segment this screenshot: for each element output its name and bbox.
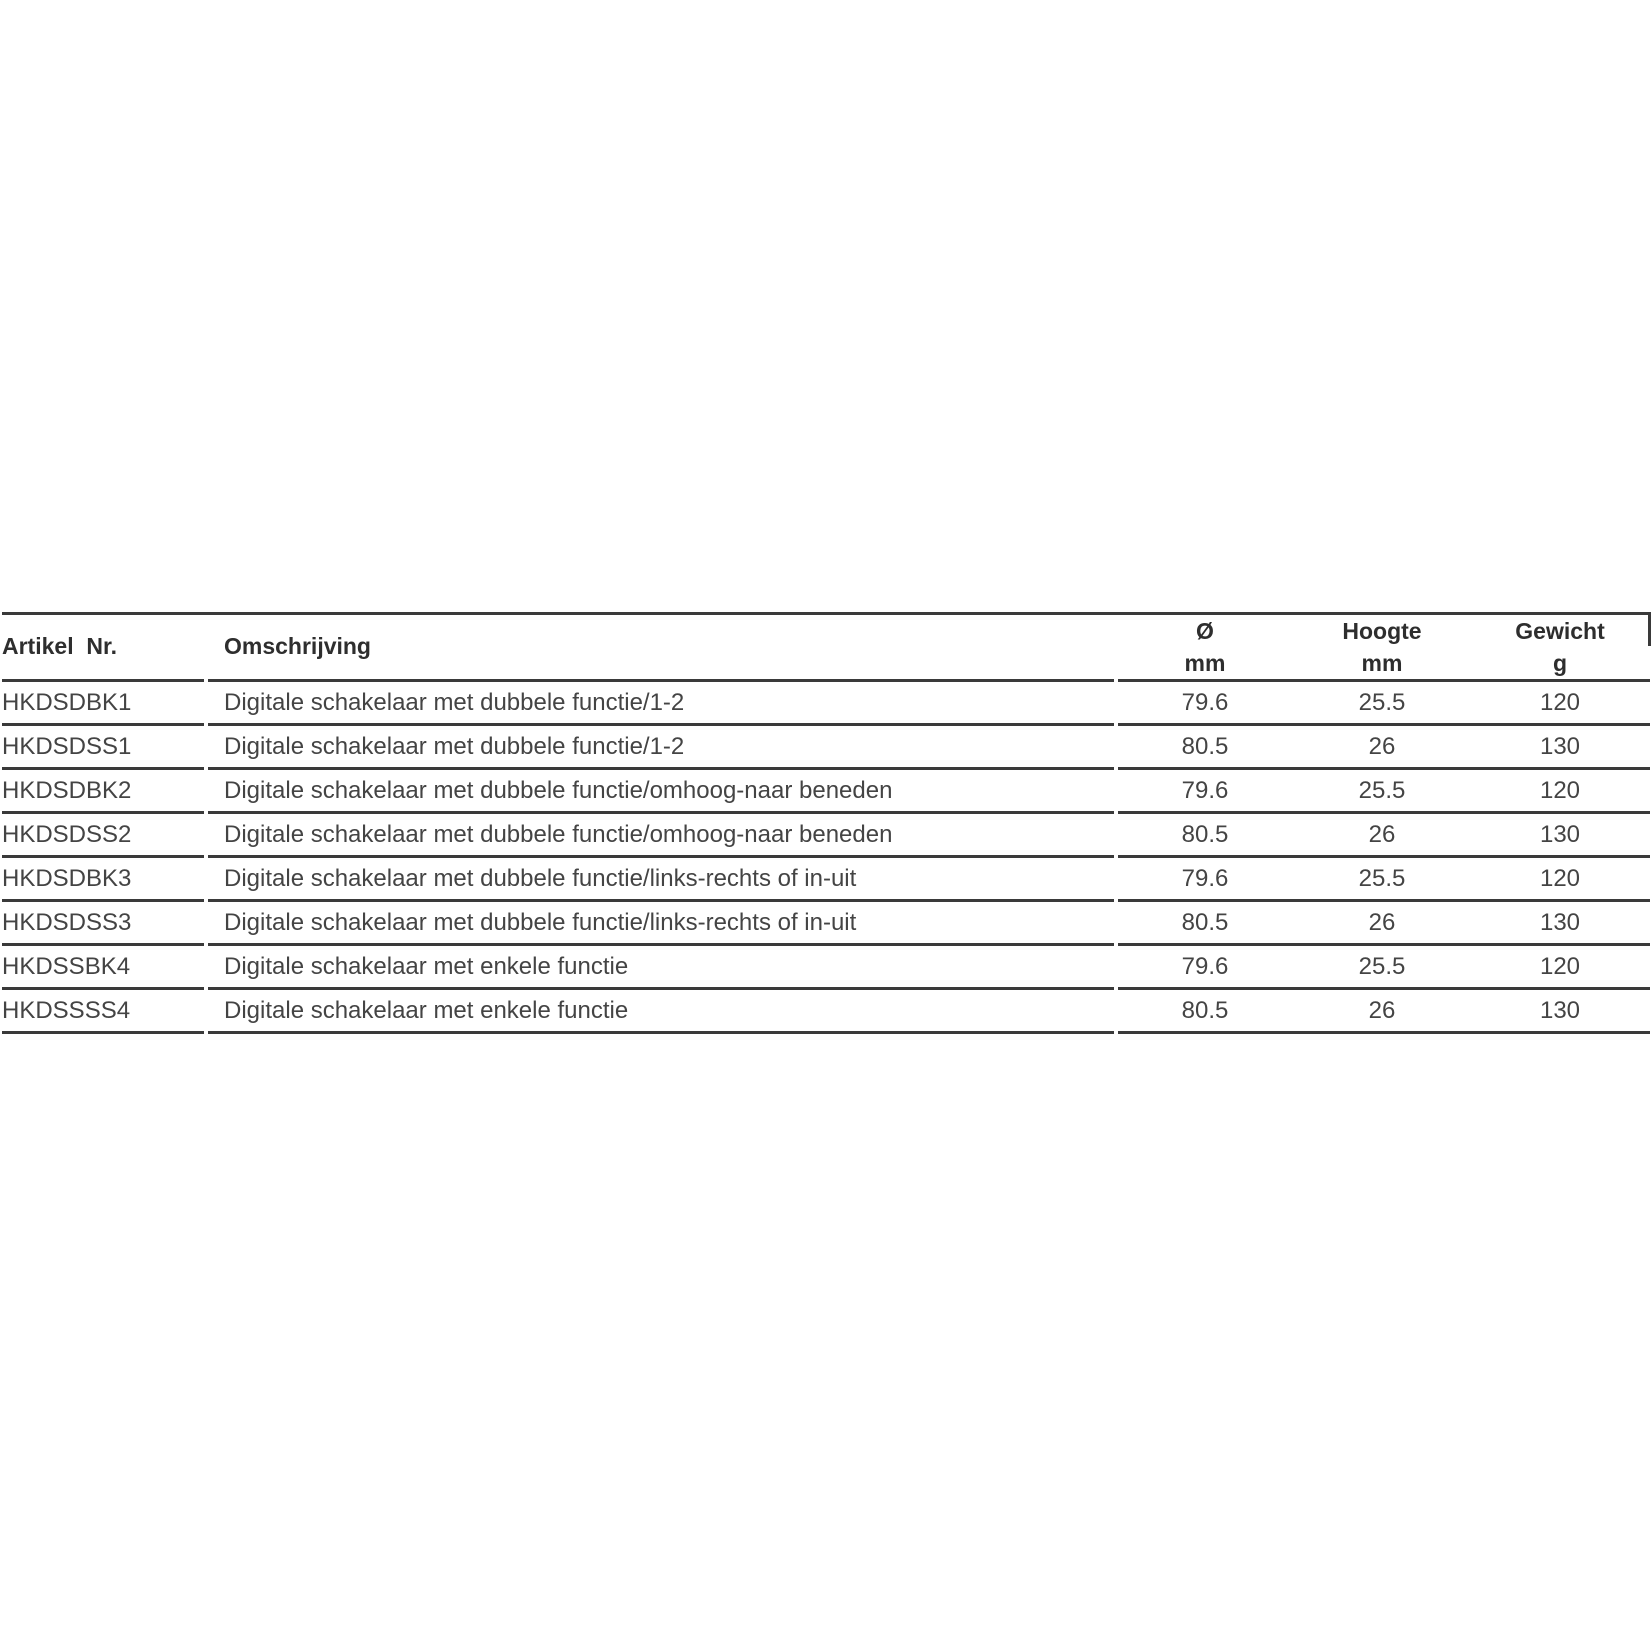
- cell-omschrijving: Digitale schakelaar met dubbele functie/omhoog-naar beneden: [224, 821, 893, 848]
- header-gewicht: [1470, 615, 1650, 679]
- cell-artikel: HKDSDSS3: [2, 909, 132, 936]
- header-gewicht-unit: g: [1552, 650, 1568, 676]
- header-hoogte-label: Hoogte: [1342, 618, 1422, 644]
- cell-hoogte: 25.5: [1358, 953, 1406, 980]
- table-row: [2, 726, 1650, 770]
- cell-gewicht: 120: [1539, 777, 1581, 804]
- cell-hoogte: 26: [1368, 821, 1396, 848]
- header-diameter: [1116, 615, 1294, 679]
- table-header-row: [2, 615, 1650, 682]
- cell-gewicht: 130: [1539, 997, 1581, 1024]
- table-row: [2, 858, 1650, 902]
- cell-hoogte: 25.5: [1358, 689, 1406, 716]
- cell-diameter: 79.6: [1181, 777, 1229, 804]
- cell-artikel: HKDSDBK1: [2, 689, 132, 716]
- cell-gewicht: 130: [1539, 909, 1581, 936]
- cell-artikel: HKDSDBK2: [2, 777, 132, 804]
- cell-diameter: 79.6: [1181, 953, 1229, 980]
- cell-gewicht: 120: [1539, 865, 1581, 892]
- cell-gewicht: 130: [1539, 733, 1581, 760]
- cell-hoogte: 25.5: [1358, 865, 1406, 892]
- cell-omschrijving: Digitale schakelaar met dubbele functie/links-rechts of in-uit: [224, 865, 857, 892]
- header-hoogte-unit: mm: [1361, 650, 1403, 676]
- cell-diameter: 79.6: [1181, 689, 1229, 716]
- cell-hoogte: 26: [1368, 733, 1396, 760]
- header-artikel-nr: Artikel Nr.: [2, 633, 118, 659]
- cell-artikel: HKDSSBK4: [2, 953, 131, 980]
- cell-omschrijving: Digitale schakelaar met dubbele functie/links-rechts of in-uit: [224, 909, 857, 936]
- column-gap-art-desc: [204, 615, 208, 1035]
- table-row: [2, 682, 1650, 726]
- table-row: [2, 814, 1650, 858]
- cell-artikel: HKDSDSS1: [2, 733, 132, 760]
- table-row: [2, 946, 1650, 990]
- cell-diameter: 80.5: [1181, 909, 1229, 936]
- header-omschrijving: Omschrijving: [224, 633, 371, 659]
- table-row: [2, 902, 1650, 946]
- cell-hoogte: 26: [1368, 997, 1396, 1024]
- cell-artikel: HKDSDSS2: [2, 821, 132, 848]
- column-gap-desc-dia: [1114, 615, 1118, 1035]
- cell-diameter: 79.6: [1181, 865, 1229, 892]
- cell-diameter: 80.5: [1181, 733, 1229, 760]
- cell-omschrijving: Digitale schakelaar met dubbele functie/omhoog-naar beneden: [224, 777, 893, 804]
- cell-hoogte: 25.5: [1358, 777, 1406, 804]
- header-gewicht-label: Gewicht: [1515, 618, 1605, 644]
- cell-artikel: HKDSDBK3: [2, 865, 132, 892]
- table-row: [2, 990, 1650, 1034]
- header-diameter-symbol: Ø: [1196, 618, 1214, 644]
- cell-omschrijving: Digitale schakelaar met enkele functie: [224, 997, 629, 1024]
- header-hoogte: [1294, 615, 1470, 679]
- cell-artikel: HKDSSSS4: [2, 997, 131, 1024]
- cell-omschrijving: Digitale schakelaar met enkele functie: [224, 953, 629, 980]
- cell-hoogte: 26: [1368, 909, 1396, 936]
- table-row: [2, 770, 1650, 814]
- cell-gewicht: 130: [1539, 821, 1581, 848]
- cell-omschrijving: Digitale schakelaar met dubbele functie/1-2: [224, 689, 685, 716]
- header-diameter-unit: mm: [1184, 650, 1226, 676]
- cell-gewicht: 120: [1539, 953, 1581, 980]
- cell-diameter: 80.5: [1181, 821, 1229, 848]
- cell-omschrijving: Digitale schakelaar met dubbele functie/1-2: [224, 733, 685, 760]
- cell-diameter: 80.5: [1181, 997, 1229, 1024]
- cell-gewicht: 120: [1539, 689, 1581, 716]
